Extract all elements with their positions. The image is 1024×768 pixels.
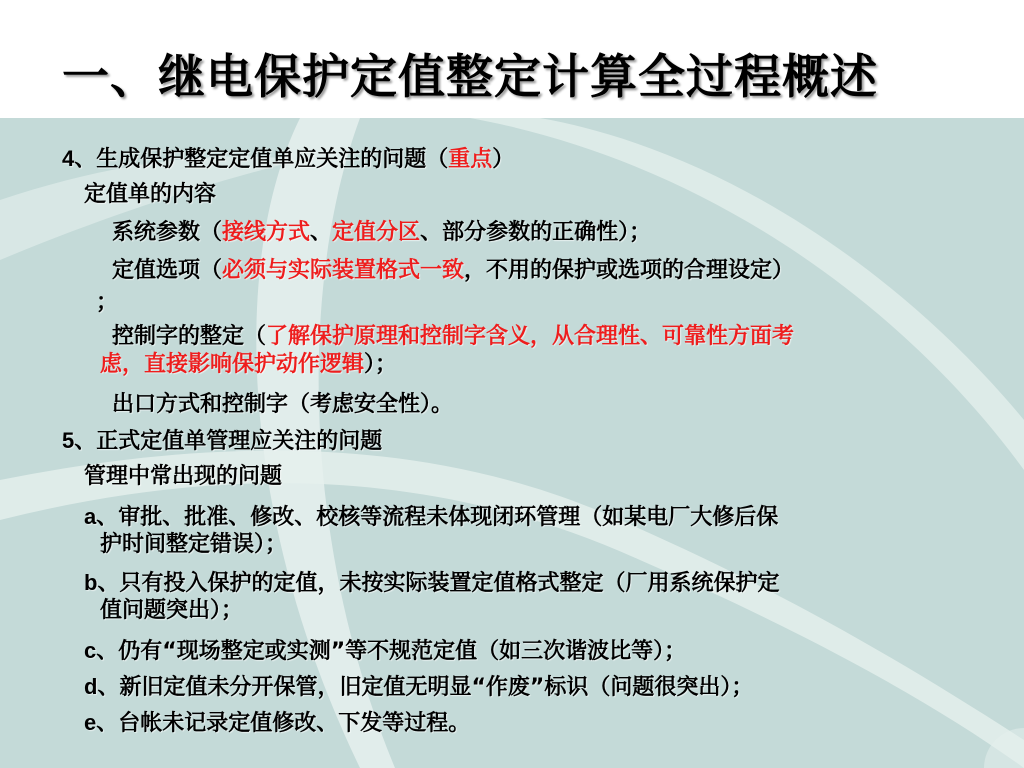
emphasis-text: 定值分区 (332, 220, 421, 245)
list-item-setting-options: 定值选项（必须与实际装置格式一致，不用的保护或选项的合理设定） (112, 258, 795, 283)
section-5-subhead: 管理中常出现的问题 (84, 464, 283, 489)
list-item-outlet-mode: 出口方式和控制字（考虑安全性）。 (112, 392, 454, 417)
section-4-subhead: 定值单的内容 (84, 182, 217, 207)
list-item-b-wrap: 值问题突出）； (100, 598, 244, 623)
list-item-system-params: 系统参数（接线方式、定值分区、部分参数的正确性）； (112, 220, 652, 245)
list-item-e: e、台帐未记录定值修改、下发等过程。 (84, 710, 471, 736)
section-5-heading: 5、正式定值单管理应关注的问题 (62, 428, 383, 454)
list-item-d: d、新旧定值未分开保管，旧定值无明显“作废”标识（问题很突出）； (84, 674, 754, 700)
list-item-control-word: 控制字的整定（了解保护原理和控制字含义，从合理性、可靠性方面考 (112, 324, 795, 349)
section-5-marker: 5 (62, 428, 75, 453)
emphasis-text: 接线方式 (222, 220, 311, 245)
list-item-a: a、审批、批准、修改、校核等流程未体现闭环管理（如某电厂大修后保 (84, 504, 779, 530)
list-item-setting-options-wrap: ； (96, 290, 119, 315)
section-4-heading: 4、生成保护整定定值单应关注的问题（重点） (62, 146, 515, 172)
section-4-marker: 4 (62, 146, 75, 171)
emphasis-text: 必须与实际装置格式一致 (222, 258, 465, 283)
list-item-c: c、仍有“现场整定或实测”等不规范定值（如三次谐波比等）； (84, 638, 687, 664)
emphasis-text: 重点 (448, 147, 493, 172)
list-item-control-word-wrap: 虑，直接影响保护动作逻辑）； (100, 352, 398, 377)
emphasis-text: 了解保护原理和控制字含义，从合理性、可靠性方面考 (266, 324, 795, 349)
emphasis-text: 虑，直接影响保护动作逻辑 (100, 352, 365, 377)
list-item-a-wrap: 护时间整定错误）； (100, 532, 288, 557)
slide-title: 一、继电保护定值整定计算全过程概述 (62, 50, 878, 105)
list-item-b: b、只有投入保护的定值，未按实际装置定值格式整定（厂用系统保护定 (84, 570, 780, 596)
